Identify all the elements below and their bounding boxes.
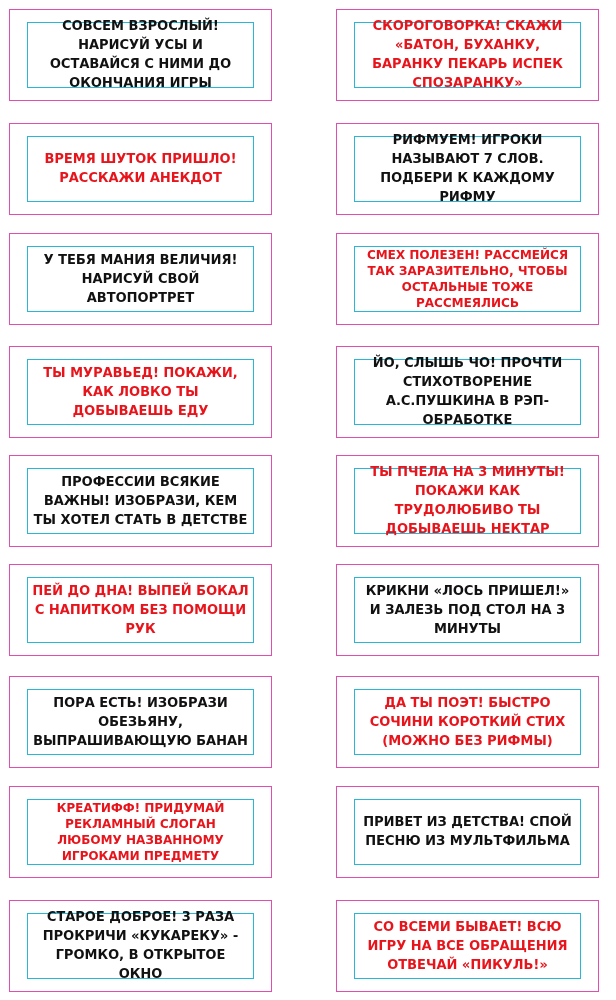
task-card	[9, 123, 272, 215]
task-card-frame	[27, 799, 254, 865]
task-card-text: СКОРОГОВОРКА! СКАЖИ «БАТОН, БУХАНКУ, БАРАНКУ ПЕКАРЬ ИСПЕК СПОЗАРАНКУ»	[372, 19, 563, 91]
task-card	[9, 455, 272, 547]
task-card-text: КРЕАТИФФ! ПРИДУМАЙ РЕКЛАМНЫЙ СЛОГАН ЛЮБОМУ НАЗВАННОМУ ИГРОКАМИ ПРЕДМЕТУ	[56, 801, 225, 863]
task-card-frame	[27, 246, 254, 312]
task-card-text: ПРОФЕССИИ ВСЯКИЕ ВАЖНЫ! ИЗОБРАЗИ, КЕМ ТЫ ХОТЕЛ СТАТЬ В ДЕТСТВЕ	[33, 474, 248, 528]
task-card-frame	[354, 799, 581, 865]
task-card	[336, 233, 599, 325]
task-card	[9, 900, 272, 992]
task-card-frame	[27, 359, 254, 425]
task-card	[336, 900, 599, 992]
task-card-frame	[354, 913, 581, 979]
task-card-frame	[27, 577, 254, 643]
task-card	[336, 123, 599, 215]
task-card-frame	[27, 136, 254, 202]
task-card	[336, 564, 599, 656]
task-card-frame	[354, 19, 581, 91]
task-card	[336, 786, 599, 878]
task-card	[336, 9, 599, 101]
task-card	[9, 676, 272, 768]
task-card-text: СТАРОЕ ДОБРОЕ! 3 РАЗА ПРОКРИЧИ «КУКАРЕКУ» - ГРОМКО, В ОТКРЫТОЕ ОКНО	[42, 910, 239, 982]
task-card	[9, 233, 272, 325]
task-card	[9, 9, 272, 101]
task-card-text: ТЫ ПЧЕЛА НА 3 МИНУТЫ! ПОКАЖИ КАК ТРУДОЛЮБИВО ТЫ ДОБЫВАЕШЬ НЕКТАР	[370, 465, 565, 537]
task-card-frame	[354, 577, 581, 643]
task-card	[336, 455, 599, 547]
task-card-text: У ТЕБЯ МАНИЯ ВЕЛИЧИЯ! НАРИСУЙ СВОЙ АВТОПОРТРЕТ	[43, 252, 238, 306]
task-card-text: ЙО, СЛЫШЬ ЧО! ПРОЧТИ СТИХОТВОРЕНИЕ А.С.ПУШКИНА В РЭП-ОБРАБОТКЕ	[372, 356, 563, 428]
task-card-text: ВРЕМЯ ШУТОК ПРИШЛО! РАССКАЖИ АНЕКДОТ	[44, 152, 237, 186]
task-card-text: ПОРА ЕСТЬ! ИЗОБРАЗИ ОБЕЗЬЯНУ, ВЫПРАШИВАЮЩУЮ БАНАН	[33, 695, 248, 749]
task-card	[9, 564, 272, 656]
task-card-text: ПЕЙ ДО ДНА! ВЫПЕЙ БОКАЛ С НАПИТКОМ БЕЗ ПОМОЩИ РУК	[32, 583, 249, 637]
task-card	[9, 346, 272, 438]
task-card-frame	[354, 356, 581, 428]
task-card-frame	[27, 19, 254, 91]
task-card-text: РИФМУЕМ! ИГРОКИ НАЗЫВАЮТ 7 СЛОВ. ПОДБЕРИ К КАЖДОМУ РИФМУ	[380, 133, 555, 205]
task-card	[336, 676, 599, 768]
task-card-text: ПРИВЕТ ИЗ ДЕТСТВА! СПОЙ ПЕСНЮ ИЗ МУЛЬТФИЛЬМА	[363, 815, 572, 849]
task-card-frame	[354, 465, 581, 537]
task-card-frame	[354, 246, 581, 312]
task-card-frame	[354, 133, 581, 205]
task-card-text: СО ВСЕМИ БЫВАЕТ! ВСЮ ИГРУ НА ВСЕ ОБРАЩЕНИЯ ОТВЕЧАЙ «ПИКУЛЬ!»	[367, 919, 568, 973]
task-card-frame	[27, 468, 254, 534]
task-card-text: ДА ТЫ ПОЭТ! БЫСТРО СОЧИНИ КОРОТКИЙ СТИХ (МОЖНО БЕЗ РИФМЫ)	[369, 695, 566, 749]
task-card-frame	[27, 910, 254, 982]
task-card-text: ТЫ МУРАВЬЕД! ПОКАЖИ, КАК ЛОВКО ТЫ ДОБЫВАЕШЬ ЕДУ	[43, 365, 238, 419]
task-card-text: СОВСЕМ ВЗРОСЛЫЙ! НАРИСУЙ УСЫ И ОСТАВАЙСЯ С НИМИ ДО ОКОНЧАНИЯ ИГРЫ	[49, 19, 232, 91]
task-card-text: КРИКНИ «ЛОСЬ ПРИШЕЛ!» И ЗАЛЕЗЬ ПОД СТОЛ НА 3 МИНУТЫ	[365, 583, 570, 637]
task-card	[9, 786, 272, 878]
task-card	[336, 346, 599, 438]
task-card-frame	[354, 689, 581, 755]
task-card-frame	[27, 689, 254, 755]
task-card-text: СМЕХ ПОЛЕЗЕН! РАССМЕЙСЯ ТАК ЗАРАЗИТЕЛЬНО, ЧТОБЫ ОСТАЛЬНЫЕ ТОЖЕ РАССМЕЯЛИСЬ	[366, 248, 569, 310]
